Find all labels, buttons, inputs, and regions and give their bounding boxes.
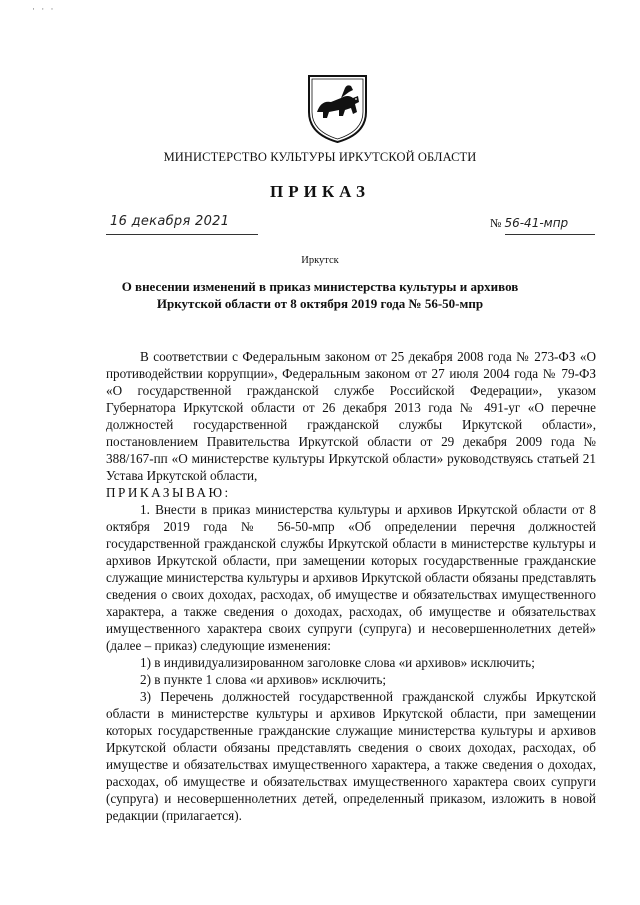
coat-of-arms-emblem [301, 72, 374, 145]
document-title: О внесении изменений в приказ министерства культуры и архивов Иркутской области от 8 октября 2019 года № 56-50-мпр [121, 279, 519, 311]
ministry-name: МИНИСТЕРСТВО КУЛЬТУРЫ ИРКУТСКОЙ ОБЛАСТИ [163, 150, 477, 164]
number-sign: № [490, 216, 502, 230]
handwritten-date: 16 декабря 2021 [110, 214, 230, 229]
subitem-2: 2) в пункте 1 слова «и архивов» исключить; [140, 672, 387, 687]
subitem-1: 1) в индивидуализированном заголовке слова «и архивов» исключить; [140, 655, 535, 670]
document-number [490, 216, 568, 231]
subitem-3: 3) Перечень должностей государственной гражданской службы Иркутской области в министерстве культуры и архивов Иркутской области, при замещении которых государственные гражданские служащие министерства культуры и архивов Иркутской области обязаны представлять сведения о своих доходах, расходах, об имуществе и обязательствах имущественного характера, а также сведения о доходах, расходах, об имуществе и обязательствах имущественного характера своих супруги (супруга) и несовершеннолетних детей, определенный приказом, изложить в новой редакции (прилагается). [106, 689, 596, 823]
date-underline [106, 234, 258, 235]
item-1-paragraph: 1. Внести в приказ министерства культуры и архивов Иркутской области от 8 октября 2019 года № 56-50-мпр «Об определении перечня должностей государственной гражданской службы Иркутской области в министерстве культуры и архивов Иркутской области, при замещении которых государственные гражданские служащие министерства культуры и архивов Иркутской области обязаны представлять сведения о своих доходах, расходах, об имуществе и обязательствах имущественного характера, а также сведения о доходах, расходах, об имуществе и обязательствах имущественного характера своих супруги (супруга) и несовершеннолетних детей» (далее – приказ) следующие изменения: [106, 502, 596, 653]
document-body [106, 348, 596, 824]
city: Иркутск [301, 255, 339, 266]
document-type: ПРИКАЗ [270, 182, 370, 201]
handwritten-number: 56-41-мпр [504, 216, 569, 230]
preamble-paragraph: В соответствии с Федеральным законом от 25 декабря 2008 года № 273-ФЗ «О противодействии коррупции», Федеральным законом от 27 июля 2004 года № 79-ФЗ «О государственной гражданской службе Российской Федерации», указом Губернатора Иркутской области от 26 декабря 2013 года № 491-уг «О перечне должностей государственной гражданской службы Иркутской области», постановлением Правительства Иркутской области от 29 декабря 2009 года № 388/167-пп «О министерстве культуры Иркутской области» руководствуясь статьей 21 Устава Иркутской области, [106, 349, 596, 483]
order-word: ПРИКАЗЫВАЮ: [106, 485, 231, 500]
number-underline [505, 234, 595, 235]
scan-marks: · · · [32, 4, 56, 14]
